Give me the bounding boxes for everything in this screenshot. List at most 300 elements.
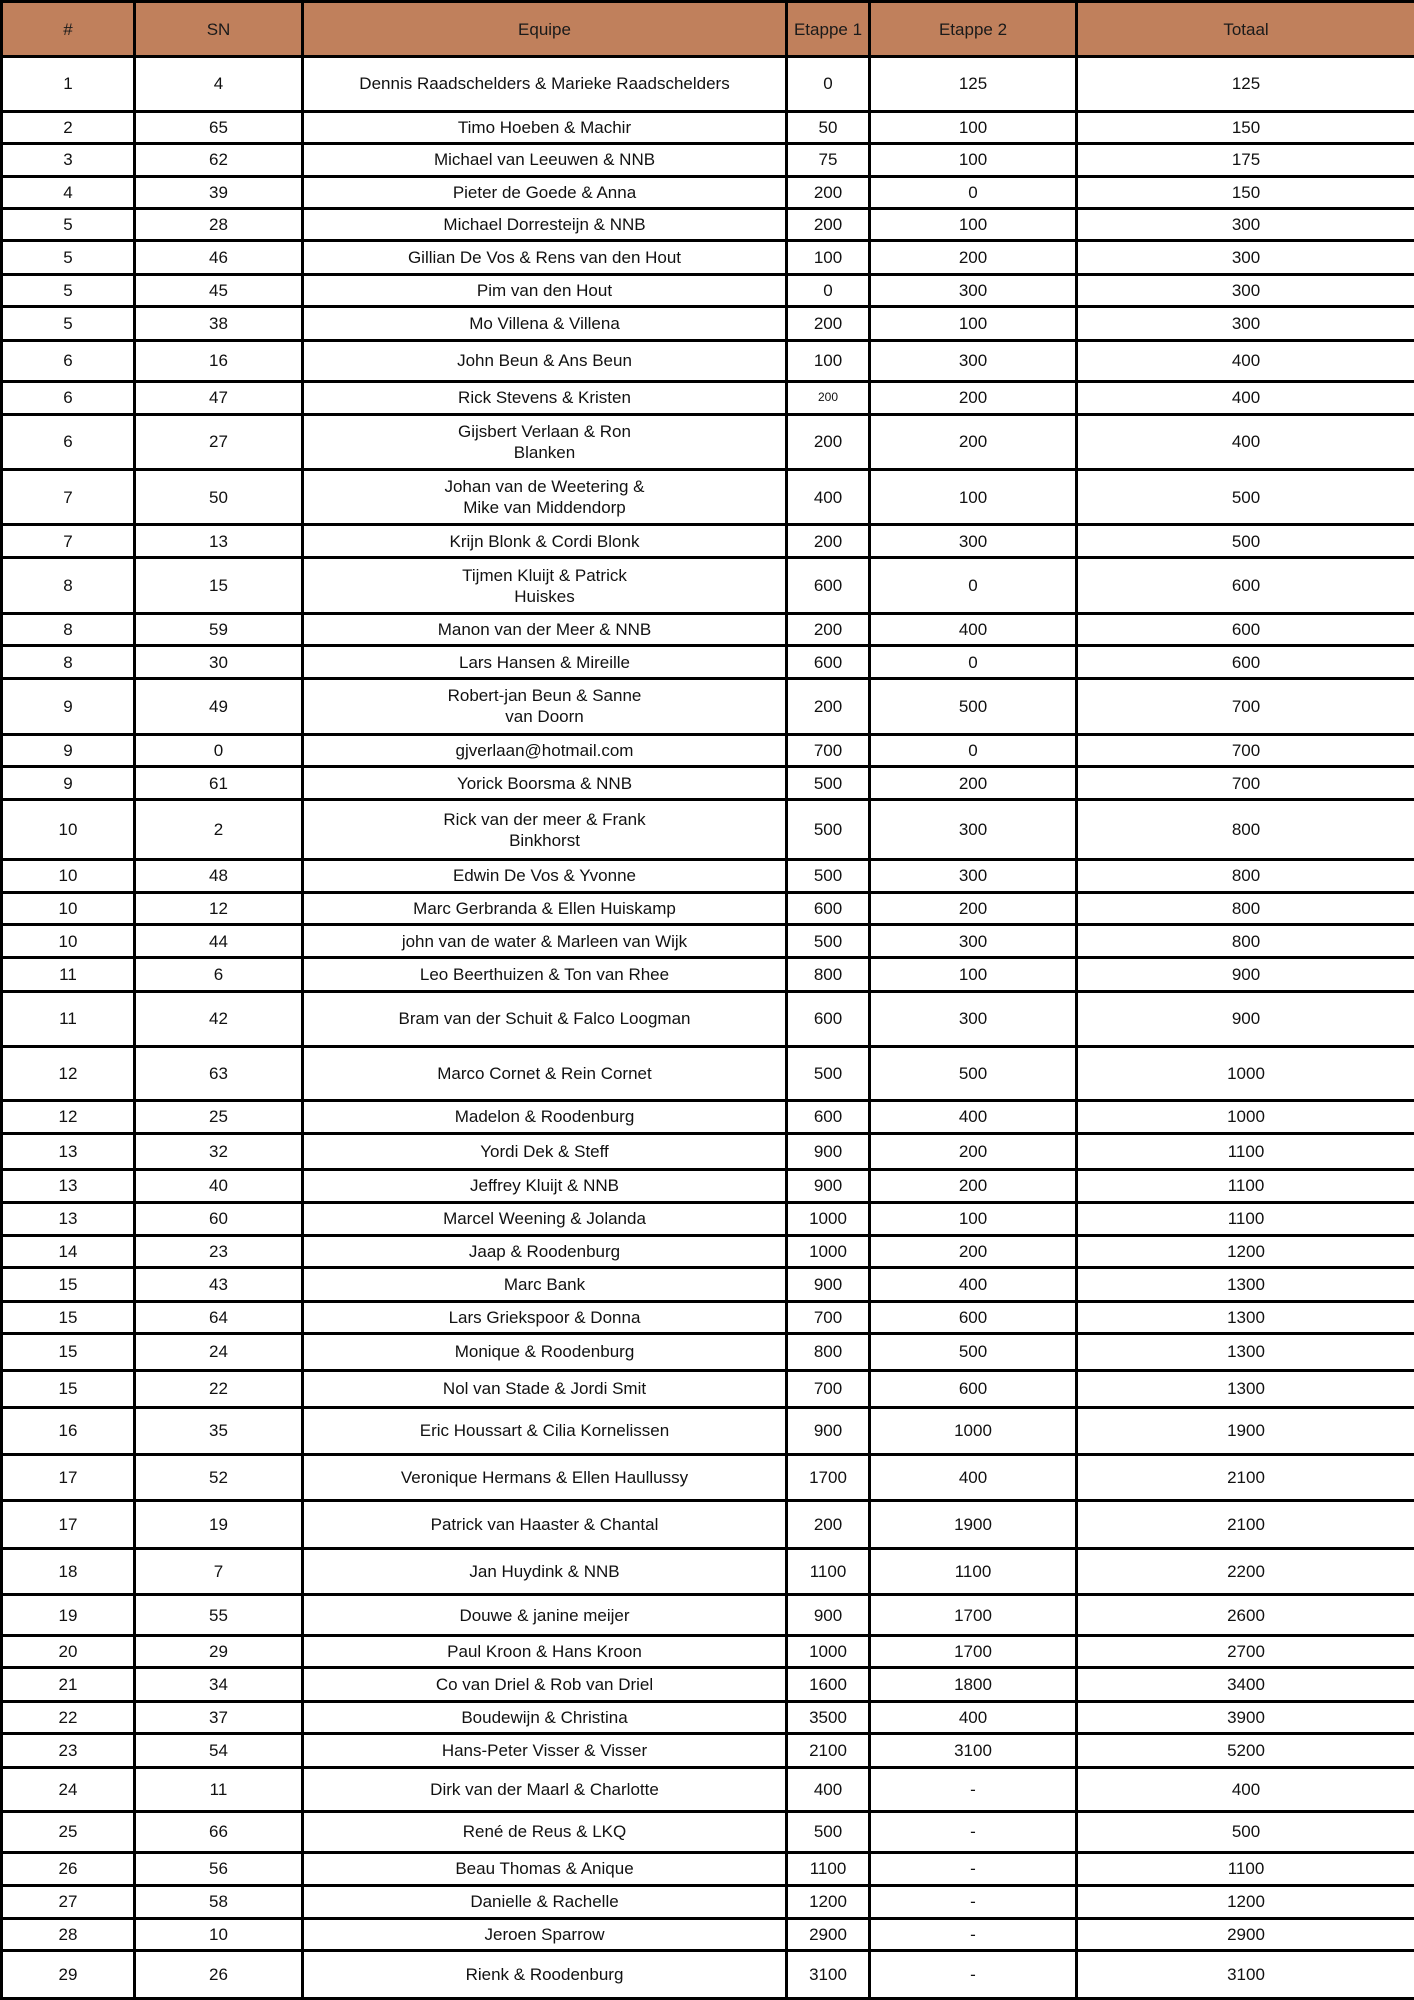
table-row bbox=[2, 800, 1414, 860]
team-cell: gjverlaan@hotmail.com bbox=[303, 734, 787, 766]
sn-cell: 12 bbox=[135, 892, 303, 924]
table-row bbox=[2, 1734, 1414, 1767]
team-cell: Paul Kroon & Hans Kroon bbox=[303, 1636, 787, 1668]
team-cell: Boudewijn & Christina bbox=[303, 1701, 787, 1733]
stage-2-cell: 500 bbox=[870, 1334, 1077, 1370]
rank-cell: 10 bbox=[2, 800, 135, 860]
sn-cell: 40 bbox=[135, 1170, 303, 1202]
table-row bbox=[2, 1548, 1414, 1595]
sn-cell: 4 bbox=[135, 57, 303, 112]
sn-cell: 26 bbox=[135, 1950, 303, 1998]
stage-1-cell: 1000 bbox=[787, 1202, 870, 1235]
sn-cell: 52 bbox=[135, 1454, 303, 1501]
stage-2-cell: 400 bbox=[870, 614, 1077, 646]
team-cell: Bram van der Schuit & Falco Loogman bbox=[303, 991, 787, 1046]
total-cell: 2100 bbox=[1077, 1454, 1414, 1501]
rank-cell: 23 bbox=[2, 1734, 135, 1767]
rank-cell: 16 bbox=[2, 1408, 135, 1455]
table-row bbox=[2, 1301, 1414, 1333]
rank-cell: 6 bbox=[2, 382, 135, 414]
stage-2-cell: 400 bbox=[870, 1701, 1077, 1733]
stage-1-cell: 500 bbox=[787, 800, 870, 860]
rank-cell: 20 bbox=[2, 1636, 135, 1668]
stage-2-cell: - bbox=[870, 1950, 1077, 1998]
header-row bbox=[2, 2, 1414, 57]
stage-1-cell: 1000 bbox=[787, 1235, 870, 1267]
total-cell: 1300 bbox=[1077, 1268, 1414, 1301]
rank-cell: 5 bbox=[2, 241, 135, 274]
rank-cell: 8 bbox=[2, 558, 135, 614]
table-row bbox=[2, 176, 1414, 208]
sn-cell: 2 bbox=[135, 800, 303, 860]
total-cell: 600 bbox=[1077, 614, 1414, 646]
team-cell: Dirk van der Maarl & Charlotte bbox=[303, 1767, 787, 1812]
table-row bbox=[2, 1170, 1414, 1202]
sn-cell: 35 bbox=[135, 1408, 303, 1455]
team-name: Rick van der meer & Frank Binkhorst bbox=[443, 809, 646, 850]
table-body bbox=[2, 57, 1414, 1999]
sn-cell: 13 bbox=[135, 524, 303, 557]
total-cell: 1100 bbox=[1077, 1170, 1414, 1202]
team-name: Tijmen Kluijt & Patrick Huiskes bbox=[462, 565, 627, 606]
stage-2-cell: 0 bbox=[870, 734, 1077, 766]
team-cell: Leo Beerthuizen & Ton van Rhee bbox=[303, 958, 787, 991]
rank-cell: 10 bbox=[2, 892, 135, 924]
table-row bbox=[2, 382, 1414, 414]
team-cell: Veronique Hermans & Ellen Haullussy bbox=[303, 1454, 787, 1501]
sn-cell: 46 bbox=[135, 241, 303, 274]
total-cell: 1200 bbox=[1077, 1235, 1414, 1267]
team-cell: Marcel Weening & Jolanda bbox=[303, 1202, 787, 1235]
stage-1-cell: 700 bbox=[787, 1370, 870, 1407]
stage-1-cell: 200 bbox=[787, 176, 870, 208]
stage-2-cell: 300 bbox=[870, 860, 1077, 892]
team-cell: Mo Villena & Villena bbox=[303, 307, 787, 340]
team-cell: Michael Dorresteijn & NNB bbox=[303, 208, 787, 240]
total-cell: 1300 bbox=[1077, 1301, 1414, 1333]
team-cell: Madelon & Roodenburg bbox=[303, 1101, 787, 1133]
table-row bbox=[2, 1812, 1414, 1853]
team-cell: Hans-Peter Visser & Visser bbox=[303, 1734, 787, 1767]
table-row bbox=[2, 1595, 1414, 1636]
team-cell: Edwin De Vos & Yvonne bbox=[303, 860, 787, 892]
stage-1-cell: 3500 bbox=[787, 1701, 870, 1733]
total-cell: 2600 bbox=[1077, 1595, 1414, 1636]
sn-cell: 22 bbox=[135, 1370, 303, 1407]
rank-cell: 27 bbox=[2, 1886, 135, 1918]
table-row bbox=[2, 766, 1414, 799]
sn-cell: 10 bbox=[135, 1918, 303, 1950]
team-cell: Marco Cornet & Rein Cornet bbox=[303, 1046, 787, 1101]
total-cell: 1000 bbox=[1077, 1101, 1414, 1133]
rank-cell: 5 bbox=[2, 208, 135, 240]
stage-1-cell: 50 bbox=[787, 111, 870, 143]
rank-cell: 21 bbox=[2, 1668, 135, 1701]
stage-2-cell: 200 bbox=[870, 1133, 1077, 1169]
total-cell: 400 bbox=[1077, 340, 1414, 382]
table-row bbox=[2, 1454, 1414, 1501]
total-cell: 1900 bbox=[1077, 1408, 1414, 1455]
rank-cell: 8 bbox=[2, 646, 135, 678]
table-row bbox=[2, 1408, 1414, 1455]
stage-2-cell: 500 bbox=[870, 1046, 1077, 1101]
rank-cell: 24 bbox=[2, 1767, 135, 1812]
team-cell: Lars Griekspoor & Donna bbox=[303, 1301, 787, 1333]
total-cell: 300 bbox=[1077, 208, 1414, 240]
stage-2-cell: 500 bbox=[870, 678, 1077, 734]
stage-2-cell: 1900 bbox=[870, 1501, 1077, 1549]
total-cell: 150 bbox=[1077, 111, 1414, 143]
sn-cell: 59 bbox=[135, 614, 303, 646]
total-cell: 1000 bbox=[1077, 1046, 1414, 1101]
rank-cell: 13 bbox=[2, 1170, 135, 1202]
stage-1-cell: 400 bbox=[787, 470, 870, 525]
stage-1-cell: 200 bbox=[787, 524, 870, 557]
team-cell: Marc Gerbranda & Ellen Huiskamp bbox=[303, 892, 787, 924]
stage-1-cell: 400 bbox=[787, 1767, 870, 1812]
stage-1-cell: 1100 bbox=[787, 1548, 870, 1595]
rank-cell: 15 bbox=[2, 1301, 135, 1333]
table-row bbox=[2, 1501, 1414, 1549]
team-cell bbox=[303, 414, 787, 470]
table-row bbox=[2, 144, 1414, 176]
table-row bbox=[2, 678, 1414, 734]
table-row bbox=[2, 307, 1414, 340]
stage-1-cell: 1000 bbox=[787, 1636, 870, 1668]
rank-cell: 3 bbox=[2, 144, 135, 176]
sn-cell: 43 bbox=[135, 1268, 303, 1301]
total-cell: 3900 bbox=[1077, 1701, 1414, 1733]
total-cell: 175 bbox=[1077, 144, 1414, 176]
stage-1-cell: 600 bbox=[787, 892, 870, 924]
sn-cell: 7 bbox=[135, 1548, 303, 1595]
team-cell: Dennis Raadschelders & Marieke Raadschelders bbox=[303, 57, 787, 112]
total-cell: 500 bbox=[1077, 470, 1414, 525]
table-row bbox=[2, 892, 1414, 924]
table-row bbox=[2, 860, 1414, 892]
table-row bbox=[2, 1133, 1414, 1169]
table-row bbox=[2, 340, 1414, 382]
team-cell bbox=[303, 678, 787, 734]
table-row bbox=[2, 1046, 1414, 1101]
table-row bbox=[2, 1235, 1414, 1267]
stage-1-cell: 200 bbox=[787, 678, 870, 734]
table-row bbox=[2, 1636, 1414, 1668]
total-cell: 400 bbox=[1077, 382, 1414, 414]
rank-cell: 12 bbox=[2, 1101, 135, 1133]
team-cell: Yorick Boorsma & NNB bbox=[303, 766, 787, 799]
total-cell: 1100 bbox=[1077, 1133, 1414, 1169]
stage-1-cell: 900 bbox=[787, 1133, 870, 1169]
stage-1-cell: 3100 bbox=[787, 1950, 870, 1998]
total-cell: 600 bbox=[1077, 558, 1414, 614]
team-name: Robert-jan Beun & Sanne van Doorn bbox=[447, 686, 642, 727]
rank-cell: 29 bbox=[2, 1950, 135, 1998]
total-cell: 700 bbox=[1077, 678, 1414, 734]
team-cell bbox=[303, 470, 787, 525]
rank-cell: 13 bbox=[2, 1202, 135, 1235]
sn-cell: 38 bbox=[135, 307, 303, 340]
total-cell: 3100 bbox=[1077, 1950, 1414, 1998]
rank-cell: 15 bbox=[2, 1268, 135, 1301]
stage-1-cell: 2900 bbox=[787, 1918, 870, 1950]
stage-2-cell: 600 bbox=[870, 1370, 1077, 1407]
stage-1-cell: 700 bbox=[787, 1301, 870, 1333]
sn-cell: 16 bbox=[135, 340, 303, 382]
stage-1-cell: 900 bbox=[787, 1268, 870, 1301]
rank-cell: 2 bbox=[2, 111, 135, 143]
stage-2-cell: 100 bbox=[870, 307, 1077, 340]
table-row bbox=[2, 208, 1414, 240]
stage-1-cell: 500 bbox=[787, 1812, 870, 1853]
table-row bbox=[2, 924, 1414, 957]
team-cell: Pieter de Goede & Anna bbox=[303, 176, 787, 208]
table-row bbox=[2, 274, 1414, 306]
total-cell: 700 bbox=[1077, 734, 1414, 766]
table-row bbox=[2, 1268, 1414, 1301]
stage-1-cell: 500 bbox=[787, 766, 870, 799]
table-row bbox=[2, 558, 1414, 614]
table-row bbox=[2, 991, 1414, 1046]
total-cell: 1100 bbox=[1077, 1202, 1414, 1235]
stage-1-cell: 1100 bbox=[787, 1852, 870, 1885]
stage-2-cell: - bbox=[870, 1918, 1077, 1950]
sn-cell: 37 bbox=[135, 1701, 303, 1733]
stage-2-cell: 100 bbox=[870, 1202, 1077, 1235]
sn-cell: 15 bbox=[135, 558, 303, 614]
sn-cell: 28 bbox=[135, 208, 303, 240]
rank-cell: 7 bbox=[2, 470, 135, 525]
total-cell: 300 bbox=[1077, 307, 1414, 340]
rank-cell: 15 bbox=[2, 1334, 135, 1370]
total-cell: 1300 bbox=[1077, 1370, 1414, 1407]
rank-cell: 28 bbox=[2, 1918, 135, 1950]
team-cell: Danielle & Rachelle bbox=[303, 1886, 787, 1918]
header-sn: SN bbox=[135, 2, 303, 57]
sn-cell: 25 bbox=[135, 1101, 303, 1133]
stage-1-cell: 200 bbox=[787, 382, 870, 414]
stage-2-cell: 1700 bbox=[870, 1595, 1077, 1636]
table-row bbox=[2, 414, 1414, 470]
stage-1-cell: 700 bbox=[787, 734, 870, 766]
rank-cell: 15 bbox=[2, 1370, 135, 1407]
stage-2-cell: 0 bbox=[870, 176, 1077, 208]
team-cell: Manon van der Meer & NNB bbox=[303, 614, 787, 646]
stage-1-cell: 600 bbox=[787, 1101, 870, 1133]
sn-cell: 48 bbox=[135, 860, 303, 892]
team-cell: Monique & Roodenburg bbox=[303, 1334, 787, 1370]
stage-2-cell: 100 bbox=[870, 144, 1077, 176]
table-row bbox=[2, 958, 1414, 991]
rank-cell: 13 bbox=[2, 1133, 135, 1169]
team-cell: Pim van den Hout bbox=[303, 274, 787, 306]
team-cell: Jeffrey Kluijt & NNB bbox=[303, 1170, 787, 1202]
table-row bbox=[2, 734, 1414, 766]
total-cell: 500 bbox=[1077, 1812, 1414, 1853]
rank-cell: 5 bbox=[2, 274, 135, 306]
sn-cell: 62 bbox=[135, 144, 303, 176]
sn-cell: 66 bbox=[135, 1812, 303, 1853]
stage-1-cell: 200 bbox=[787, 208, 870, 240]
rank-cell: 14 bbox=[2, 1235, 135, 1267]
table-row bbox=[2, 1101, 1414, 1133]
stage-2-cell: - bbox=[870, 1812, 1077, 1853]
stage-1-cell: 75 bbox=[787, 144, 870, 176]
rank-cell: 7 bbox=[2, 524, 135, 557]
team-cell: Yordi Dek & Steff bbox=[303, 1133, 787, 1169]
stage-1-cell: 200 bbox=[787, 1501, 870, 1549]
team-cell: Lars Hansen & Mireille bbox=[303, 646, 787, 678]
team-cell bbox=[303, 800, 787, 860]
stage-2-cell: 300 bbox=[870, 924, 1077, 957]
stage-2-cell: 200 bbox=[870, 414, 1077, 470]
rank-cell: 22 bbox=[2, 1701, 135, 1733]
table-row bbox=[2, 111, 1414, 143]
stage-1-cell: 900 bbox=[787, 1170, 870, 1202]
rank-cell: 11 bbox=[2, 991, 135, 1046]
team-cell: Gillian De Vos & Rens van den Hout bbox=[303, 241, 787, 274]
rank-cell: 26 bbox=[2, 1852, 135, 1885]
team-cell: Beau Thomas & Anique bbox=[303, 1852, 787, 1885]
team-cell: john van de water & Marleen van Wijk bbox=[303, 924, 787, 957]
sn-cell: 47 bbox=[135, 382, 303, 414]
header-stage-1: Etappe 1 bbox=[787, 2, 870, 57]
stage-2-cell: - bbox=[870, 1886, 1077, 1918]
rank-cell: 18 bbox=[2, 1548, 135, 1595]
team-cell: Jan Huydink & NNB bbox=[303, 1548, 787, 1595]
table-row bbox=[2, 470, 1414, 525]
total-cell: 800 bbox=[1077, 800, 1414, 860]
sn-cell: 56 bbox=[135, 1852, 303, 1885]
table-header bbox=[2, 2, 1414, 57]
team-cell: Jeroen Sparrow bbox=[303, 1918, 787, 1950]
table-row bbox=[2, 241, 1414, 274]
total-cell: 900 bbox=[1077, 991, 1414, 1046]
table-row bbox=[2, 1852, 1414, 1885]
stage-1-cell: 200 bbox=[787, 307, 870, 340]
stage-2-cell: 400 bbox=[870, 1101, 1077, 1133]
total-cell: 2100 bbox=[1077, 1501, 1414, 1549]
sn-cell: 11 bbox=[135, 1767, 303, 1812]
team-cell: Michael van Leeuwen & NNB bbox=[303, 144, 787, 176]
sn-cell: 32 bbox=[135, 1133, 303, 1169]
table-row bbox=[2, 1202, 1414, 1235]
team-cell: Krijn Blonk & Cordi Blonk bbox=[303, 524, 787, 557]
rank-cell: 11 bbox=[2, 958, 135, 991]
stage-2-cell: 600 bbox=[870, 1301, 1077, 1333]
stage-2-cell: 400 bbox=[870, 1268, 1077, 1301]
table-row bbox=[2, 1701, 1414, 1733]
total-cell: 300 bbox=[1077, 241, 1414, 274]
stage-1-cell: 500 bbox=[787, 860, 870, 892]
sn-cell: 39 bbox=[135, 176, 303, 208]
rank-cell: 5 bbox=[2, 307, 135, 340]
rank-cell: 9 bbox=[2, 678, 135, 734]
sn-cell: 42 bbox=[135, 991, 303, 1046]
stage-2-cell: 3100 bbox=[870, 1734, 1077, 1767]
stage-2-cell: 300 bbox=[870, 800, 1077, 860]
stage-2-cell: 300 bbox=[870, 524, 1077, 557]
sn-cell: 61 bbox=[135, 766, 303, 799]
stage-1-cell: 800 bbox=[787, 958, 870, 991]
sn-cell: 44 bbox=[135, 924, 303, 957]
total-cell: 1100 bbox=[1077, 1852, 1414, 1885]
sn-cell: 19 bbox=[135, 1501, 303, 1549]
sn-cell: 29 bbox=[135, 1636, 303, 1668]
stage-1-cell: 600 bbox=[787, 558, 870, 614]
team-cell: Rick Stevens & Kristen bbox=[303, 382, 787, 414]
table-row bbox=[2, 1370, 1414, 1407]
stage-1-cell: 200 bbox=[787, 414, 870, 470]
stage-2-cell: 100 bbox=[870, 958, 1077, 991]
team-cell: Co van Driel & Rob van Driel bbox=[303, 1668, 787, 1701]
stage-2-cell: 100 bbox=[870, 470, 1077, 525]
sn-cell: 50 bbox=[135, 470, 303, 525]
stage-2-cell: 100 bbox=[870, 111, 1077, 143]
sn-cell: 30 bbox=[135, 646, 303, 678]
stage-1-cell: 800 bbox=[787, 1334, 870, 1370]
rank-cell: 17 bbox=[2, 1454, 135, 1501]
header-team: Equipe bbox=[303, 2, 787, 57]
team-name: Gijsbert Verlaan & Ron Blanken bbox=[458, 421, 631, 462]
rank-cell: 25 bbox=[2, 1812, 135, 1853]
rank-cell: 10 bbox=[2, 860, 135, 892]
stage-2-cell: 400 bbox=[870, 1454, 1077, 1501]
table-row bbox=[2, 1886, 1414, 1918]
stage-2-cell: 200 bbox=[870, 382, 1077, 414]
stage-2-cell: 300 bbox=[870, 991, 1077, 1046]
stage-2-cell: 300 bbox=[870, 274, 1077, 306]
total-cell: 2700 bbox=[1077, 1636, 1414, 1668]
table-row bbox=[2, 1767, 1414, 1812]
sn-cell: 6 bbox=[135, 958, 303, 991]
table-row bbox=[2, 1334, 1414, 1370]
total-cell: 700 bbox=[1077, 766, 1414, 799]
team-cell: Marc Bank bbox=[303, 1268, 787, 1301]
stage-2-cell: 200 bbox=[870, 1170, 1077, 1202]
sn-cell: 23 bbox=[135, 1235, 303, 1267]
stage-2-cell: 200 bbox=[870, 241, 1077, 274]
stage-2-cell: 1800 bbox=[870, 1668, 1077, 1701]
table-row bbox=[2, 524, 1414, 557]
total-cell: 400 bbox=[1077, 1767, 1414, 1812]
rank-cell: 4 bbox=[2, 176, 135, 208]
stage-1-cell: 1600 bbox=[787, 1668, 870, 1701]
sn-cell: 49 bbox=[135, 678, 303, 734]
table-row bbox=[2, 57, 1414, 112]
total-cell: 3400 bbox=[1077, 1668, 1414, 1701]
header-total: Totaal bbox=[1077, 2, 1414, 57]
table-row bbox=[2, 1950, 1414, 1998]
total-cell: 125 bbox=[1077, 57, 1414, 112]
sn-cell: 60 bbox=[135, 1202, 303, 1235]
total-cell: 800 bbox=[1077, 924, 1414, 957]
sn-cell: 34 bbox=[135, 1668, 303, 1701]
rank-cell: 9 bbox=[2, 766, 135, 799]
team-cell: Nol van Stade & Jordi Smit bbox=[303, 1370, 787, 1407]
stage-2-cell: 200 bbox=[870, 1235, 1077, 1267]
table-row bbox=[2, 1668, 1414, 1701]
sn-cell: 64 bbox=[135, 1301, 303, 1333]
stage-2-cell: - bbox=[870, 1852, 1077, 1885]
total-cell: 300 bbox=[1077, 274, 1414, 306]
sn-cell: 54 bbox=[135, 1734, 303, 1767]
stage-2-cell: 125 bbox=[870, 57, 1077, 112]
team-cell: John Beun & Ans Beun bbox=[303, 340, 787, 382]
stage-2-cell: 200 bbox=[870, 766, 1077, 799]
total-cell: 1300 bbox=[1077, 1334, 1414, 1370]
rank-cell: 1 bbox=[2, 57, 135, 112]
